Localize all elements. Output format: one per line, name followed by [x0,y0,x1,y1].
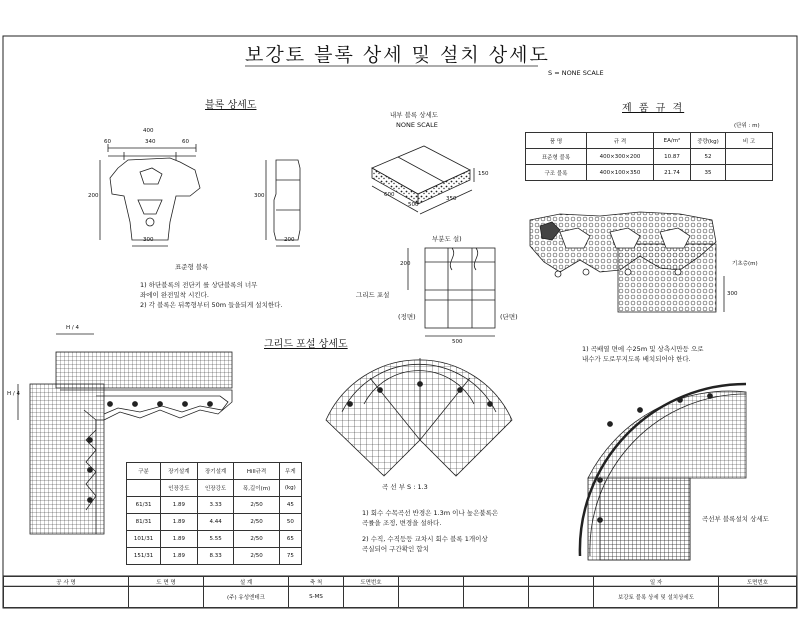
internal-dim-w2: 500 [408,202,419,208]
spec-col-weight: 중량(kg) [691,133,726,149]
tb-cell: 도면번호 [719,577,797,587]
tb-cell: 도면번호 [344,577,399,587]
spec-heading: 제 품 규 격 [622,103,685,114]
grid-curve-fan [326,358,512,476]
grid-table-row [127,531,302,548]
tb-cell [464,577,529,587]
tb-value [399,587,464,608]
tb-cell [399,577,464,587]
grid-install-side-label: (단면) [500,313,518,321]
internal-dim-w1: 600 [384,192,395,198]
spec-cell: 400×300×200 [587,149,654,165]
internal-block-iso [372,146,474,214]
grid-th [127,480,161,497]
tb-scale-value: S-MS [289,587,344,608]
wall-plan-view [530,212,724,312]
internal-dim-d: 350 [446,196,457,202]
grid-td: 1.89 [161,497,198,514]
tb-cell [529,577,594,587]
spec-cell: 구조 블록 [526,165,587,181]
dim-top-left: 60 [104,139,111,145]
grid-note-4: 곡실되어 구간확인 합치 [362,545,429,553]
spec-cell: 35 [691,165,726,181]
internal-block-label: 내부 블록 상세도 [390,111,439,119]
grid-th: Hill규격 [234,463,279,480]
grid-td: 81/31 [127,514,161,531]
page-title: 보강토 블록 상세 및 설치 상세도 [245,44,550,66]
standard-block-side [266,160,300,246]
grid-note-1: 1) 회수 수목곡선 반경은 1.3m 이나 높은불록은 [362,509,499,517]
spec-cell: 400×100×350 [587,165,654,181]
grid-install-top-label: 부분도 설) [432,235,462,243]
spec-cell [726,165,773,181]
spec-cell: 21.74 [654,165,691,181]
grid-td: 3.33 [197,497,234,514]
title-block-values [4,587,797,608]
tb-drawing-name: 보강토 블록 상세 및 설치상세도 [594,587,719,608]
spec-row [526,149,773,165]
dim-top-total: 400 [143,128,154,134]
tb-company: (주) 유성엔테크 [204,587,289,608]
grid-td: 1.89 [161,531,198,548]
dim-height: 200 [88,193,99,199]
grid-td: 75 [279,548,301,565]
grid-install-dim-w: 500 [452,339,463,345]
block-note-3: 2) 각 블록은 뒤쪽형부터 50m 들을되게 설치한다. [140,301,283,309]
spec-header-row [526,133,773,149]
grid-th: 장기설계 [161,463,198,480]
grid-install-dim-h: 200 [400,261,411,267]
grid-td: 2/50 [234,497,279,514]
grid-table-header [127,480,302,497]
corner-caption: 곡선부 블록설치 상세도 [702,515,769,523]
grid-table-row [127,548,302,565]
spec-cell: 표준형 블록 [526,149,587,165]
tb-cell: 일 자 [594,577,719,587]
grid-td: 2/50 [234,514,279,531]
tb-value [4,587,129,608]
tb-cell: 설 계 [204,577,289,587]
title-block [3,576,797,608]
tb-value [719,587,797,608]
spec-table [525,132,773,181]
tb-cell: 공 사 명 [4,577,129,587]
grid-td: 4.44 [197,514,234,531]
grid-install-elevation [408,248,495,336]
wall-plan-dim: 300 [727,291,738,297]
tb-cell: 축 척 [289,577,344,587]
grid-th: 장기설계 [197,463,234,480]
grid-note-3: 2) 수직, 수직등등 교차시 회수 블록 1개이상 [362,535,488,543]
spec-cell [726,149,773,165]
grid-td: 8.33 [197,548,234,565]
internal-block-scale: NONE SCALE [396,121,438,129]
grid-th: 폭,길이(m) [234,480,279,497]
grid-td: 1.89 [161,514,198,531]
grid-td: 2/50 [234,548,279,565]
tb-value [129,587,204,608]
grid-label-top: H / 4 [66,325,79,331]
spec-col-name: 품 명 [526,133,587,149]
grid-install-front-label: (정면) [398,313,416,321]
grid-note-2: 곡률을 조정, 변경을 설하다. [362,519,442,527]
block-note-2: 좌에이 완전밀착 시킨다. [140,291,209,299]
block-note-1: 1) 하단블록의 전단키 를 상단블록의 너무 [140,281,258,289]
grid-install-left-label: 그리드 포설 [356,291,390,299]
spec-cell: 10.87 [654,149,691,165]
grid-corner-detail [580,384,746,560]
grid-th: (kg) [279,480,301,497]
grid-td: 101/31 [127,531,161,548]
dim-top-mid: 340 [145,139,156,145]
fan-caption: 곡 선 부 S : 1.3 [382,483,428,491]
grid-td: 2/50 [234,531,279,548]
grid-table-header [127,463,302,480]
grid-td: 61/31 [127,497,161,514]
dim-top-right: 60 [182,139,189,145]
grid-table-row [127,497,302,514]
grid-td: 65 [279,531,301,548]
grid-th: 구분 [127,463,161,480]
title-block-header [4,577,797,587]
tb-value [464,587,529,608]
tb-value [529,587,594,608]
grid-th: 인장강도 [161,480,198,497]
grid-table [126,462,302,565]
dim-bottom: 300 [143,237,154,243]
grid-td: 1.89 [161,548,198,565]
scale-note: S = NONE SCALE [548,69,604,77]
standard-block-front [100,144,200,246]
dim-side-bottom: 200 [284,237,295,243]
grid-td: 5.55 [197,531,234,548]
dim-side-height: 300 [254,193,265,199]
grid-td: 151/31 [127,548,161,565]
right-note-1: 1) 곡배열 면에 수25m 및 상측시만등 으로 [582,345,704,353]
grid-table-row [127,514,302,531]
spec-row [526,165,773,181]
grid-th: 인장강도 [197,480,234,497]
grid-section-heading: 그리드 포설 상세도 [264,339,348,350]
grid-th: 무게 [279,463,301,480]
wall-plan-label: 기초층(m) [732,261,758,267]
standard-block-caption: 표준형 블록 [175,263,209,271]
spec-col-note: 비 고 [726,133,773,149]
spec-col-ea: EA/m² [654,133,691,149]
grid-label-left: H / 4 [7,391,20,397]
spec-col-size: 규 격 [587,133,654,149]
tb-cell: 도 면 명 [129,577,204,587]
tb-value [344,587,399,608]
grid-td: 45 [279,497,301,514]
grid-td: 50 [279,514,301,531]
block-detail-heading: 블록 상세도 [205,100,257,111]
spec-cell: 52 [691,149,726,165]
internal-dim-h: 150 [478,171,489,177]
spec-unit: (단위 : m) [734,123,760,129]
right-note-2: 내수가 도로무지도록 배치되어야 한다. [582,355,691,363]
